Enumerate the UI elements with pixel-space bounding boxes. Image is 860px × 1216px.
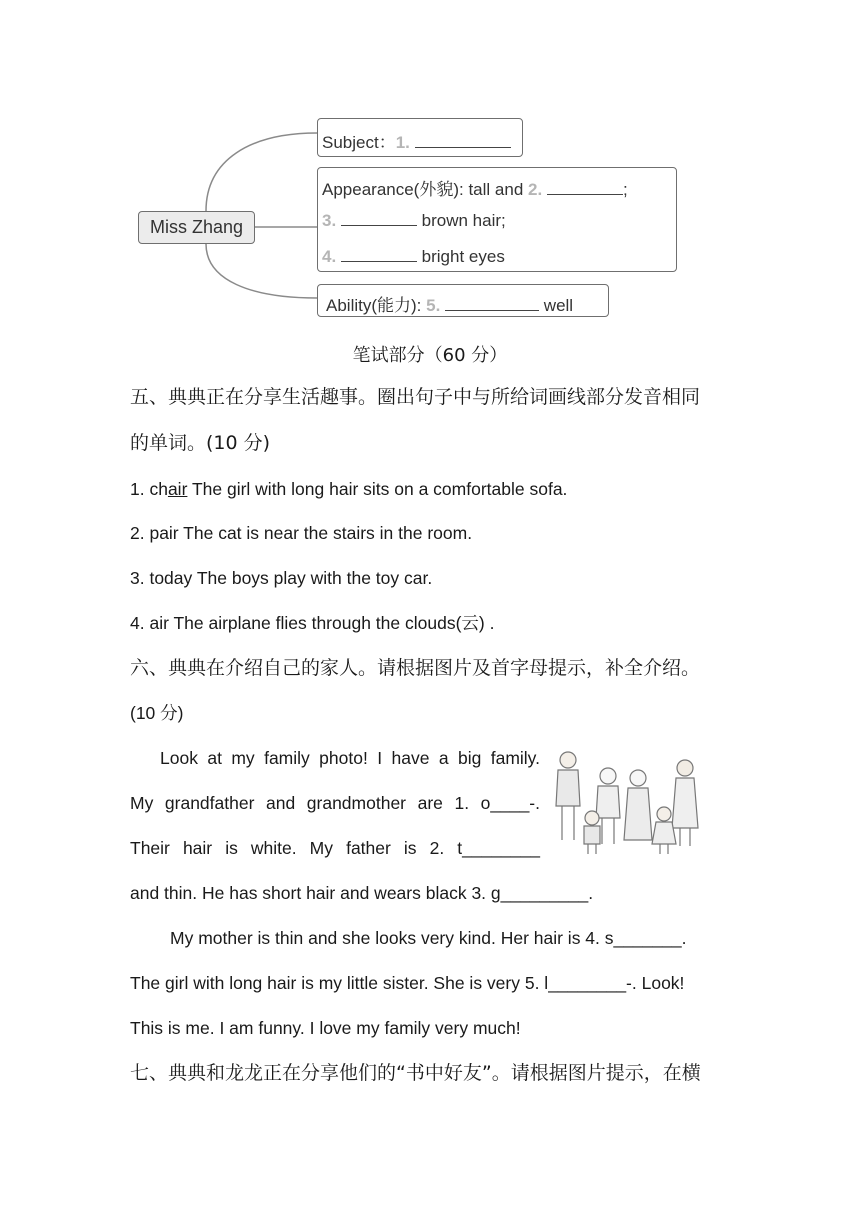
- appearance-line-3: 4. bright eyes: [322, 247, 505, 266]
- q5-item-2: 2. pair The cat is near the stairs in the room.: [130, 523, 473, 543]
- q6-passage-line-6: The girl with long hair is my little sister. She is very 5. l________-. Look!: [130, 973, 685, 993]
- q6-instruction-line-1: 六、典典在介绍自己的家人。请根据图片及首字母提示，补全介绍。: [130, 657, 701, 679]
- q6-passage-line-5: My mother is thin and she looks very kind. Her hair is 4. s_______.: [170, 928, 687, 948]
- underlined-letters: air: [167, 479, 188, 499]
- ability-line: Ability(能力): 5. well: [326, 296, 574, 315]
- blank-number: 4.: [322, 247, 337, 266]
- answer-blank: [341, 211, 417, 226]
- subject-node: [317, 118, 523, 157]
- q6-passage-line-3: Their hair is white. My father is 2. t________: [130, 838, 540, 858]
- ability-node: [317, 284, 609, 317]
- appearance-line-2: 3. brown hair;: [322, 211, 506, 230]
- mind-map-center-node: [138, 211, 255, 244]
- section-title: 笔试部分（60 分）: [352, 345, 508, 366]
- q6-passage-line-2: My grandfather and grandmother are 1. o____-.: [130, 793, 540, 813]
- mind-map: [0, 0, 860, 330]
- q5-instruction-line-1: 五、典典正在分享生活趣事。圈出句子中与所给词画线部分发音相同: [130, 386, 701, 408]
- subject-line: Subject：1.: [322, 128, 511, 153]
- appearance-node: [317, 167, 677, 272]
- appearance-line-1: Appearance(外貌): tall and 2. ;: [322, 180, 628, 199]
- q5-item-4: 4. air The airplane flies through the clouds(云) .: [130, 613, 495, 633]
- center-label: Miss Zhang: [149, 217, 244, 237]
- q6-passage-line-1: Look at my family photo! I have a big family.: [160, 748, 540, 768]
- answer-blank: [445, 296, 539, 311]
- q5-item-1: 1. chair The girl with long hair sits on a comfortable sofa.: [130, 479, 568, 499]
- q7-instruction-line-1: 七、典典和龙龙正在分享他们的“书中好友”。请根据图片提示，在横: [130, 1062, 701, 1084]
- answer-blank: [415, 133, 511, 148]
- q5-instruction-line-2: 的单词。(10 分): [130, 432, 271, 454]
- blank-number: 3.: [322, 211, 337, 230]
- mind-map-connectors: [0, 0, 860, 330]
- blank-number: 2.: [528, 180, 543, 199]
- q5-item-3: 3. today The boys play with the toy car.: [130, 568, 433, 588]
- answer-blank: [341, 247, 417, 262]
- answer-blank: [547, 180, 623, 195]
- blank-number: 1.: [395, 133, 410, 152]
- family-photo-illustration: [552, 748, 702, 858]
- q6-instruction-line-2: (10 分): [130, 703, 184, 723]
- blank-number: 5.: [426, 296, 441, 315]
- q6-passage-line-4: and thin. He has short hair and wears black 3. g_________.: [130, 883, 594, 903]
- q6-passage-line-7: This is me. I am funny. I love my family very much!: [130, 1018, 521, 1038]
